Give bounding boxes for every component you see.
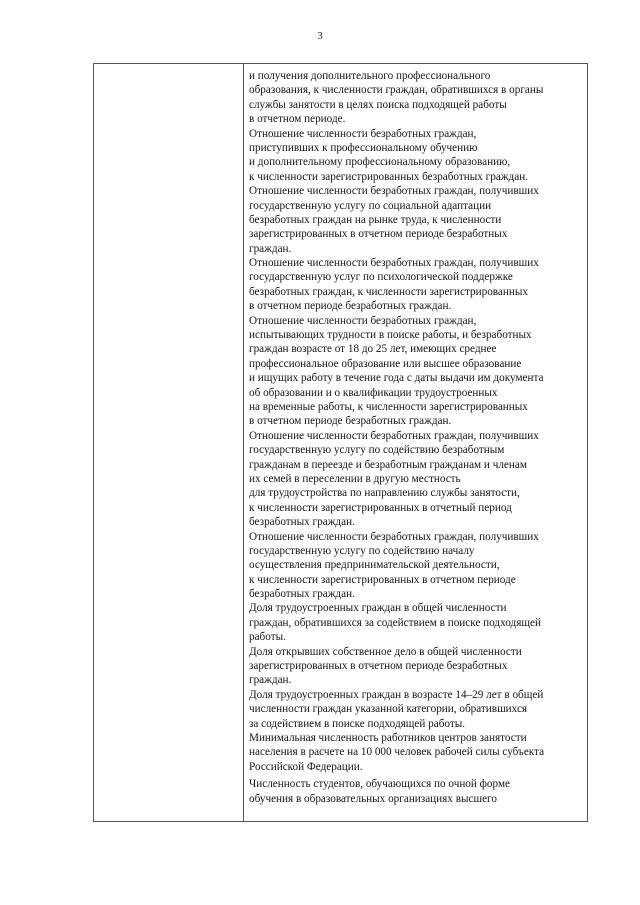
text-line: безработных граждан.	[249, 516, 355, 529]
text-line: и дополнительному профессиональному образованию,	[249, 156, 511, 169]
text-line: и получения дополнительного профессионального	[249, 70, 491, 82]
text-line: приступивших к профессиональному обучению	[249, 141, 478, 154]
text-line: граждан.	[249, 242, 292, 255]
text-line: обучения в образовательных организациях высшего	[249, 792, 497, 805]
text-line: государственную услуг по психологической поддержке	[249, 271, 513, 284]
text-line: в отчетном периоде.	[249, 113, 346, 126]
text-line: к численности зарегистрированных в отчетный период	[249, 501, 512, 514]
text-line: населения в расчете на 10 000 человек рабочей силы субъекта	[249, 746, 545, 759]
text-line: безработных граждан, к численности зарегистрированных	[249, 285, 528, 298]
text-line: осуществления предпринимательской деятельности,	[249, 559, 500, 572]
table-right-cell	[249, 69, 587, 806]
text-line: государственную услугу по социальной адаптации	[249, 199, 492, 212]
text-line: в отчетном периоде безработных граждан.	[249, 300, 452, 313]
text-line: в отчетном периоде безработных граждан.	[249, 415, 452, 428]
text-line: Доля трудоустроенных граждан в общей численности	[249, 602, 507, 615]
text-line: гражданам в переезде и безработным гражданам и членам	[249, 458, 527, 471]
text-line: численности граждан указанной категории, обратившихся	[249, 703, 528, 716]
text-line: к численности зарегистрированных в отчетном периоде	[249, 573, 516, 586]
text-line: испытывающих трудности в поиске работы, и безработных	[249, 329, 532, 342]
text-line: Доля трудоустроенных граждан в возрасте 14–29 лет в общей	[249, 688, 544, 701]
text-line: Отношение численности безработных граждан, получивших	[249, 257, 539, 270]
text-line: к численности зарегистрированных безработных граждан.	[249, 170, 528, 183]
text-line: на временные работы, к численности зарегистрированных	[249, 400, 528, 413]
text-line: Численность студентов, обучающихся по очной форме	[249, 778, 510, 791]
text-line: Отношение численности безработных граждан, получивших	[249, 185, 539, 198]
text-line: об образовании и о квалификации трудоустроенных	[249, 386, 498, 399]
text-line: безработных граждан.	[249, 588, 355, 601]
text-line: государственную услугу по содействию безработным	[249, 444, 505, 457]
document-table	[93, 63, 588, 822]
text-line: профессиональное образование или высшее образование	[249, 357, 522, 370]
text-line: зарегистрированных в отчетном периоде безработных	[249, 660, 508, 673]
text-line: Отношение численности безработных граждан, получивших	[249, 429, 539, 442]
table-left-cell	[94, 64, 244, 821]
text-line: государственную услугу по содействию началу	[249, 544, 475, 557]
page-number: 3	[317, 30, 323, 42]
text-line: Российской Федерации.	[249, 760, 363, 773]
text-line: их семей в переселении в другую местность	[249, 472, 461, 485]
text-line: за содействием в поиске подходящей работы.	[249, 717, 466, 730]
text-line: граждан возрасте от 18 до 25 лет, имеющих среднее	[249, 343, 497, 356]
text-line: для трудоустройства по направлению службы занятости,	[249, 487, 520, 500]
text-line: зарегистрированных в отчетном периоде безработных	[249, 228, 508, 241]
text-line: граждан.	[249, 674, 292, 687]
text-line: образования, к численности граждан, обратившихся в органы	[249, 84, 544, 97]
text-line: службы занятости в целях поиска подходящей работы	[249, 98, 507, 111]
text-line: работы.	[249, 631, 286, 644]
text-line: безработных граждан на рынке труда, к численности	[249, 213, 502, 226]
text-line: Отношение численности безработных граждан, получивших	[249, 530, 539, 543]
text-line: Доля открывших собственное дело в общей численности	[249, 645, 522, 658]
text-line: и ищущих работу в течение года с даты выдачи им документа	[249, 372, 544, 385]
text-line: Минимальная численность работников центров занятости	[249, 731, 527, 744]
text-line: Отношение численности безработных граждан,	[249, 314, 477, 327]
text-line: граждан, обратившихся за содействием в поиске подходящей	[249, 616, 541, 629]
text-line: Отношение численности безработных граждан,	[249, 127, 477, 140]
